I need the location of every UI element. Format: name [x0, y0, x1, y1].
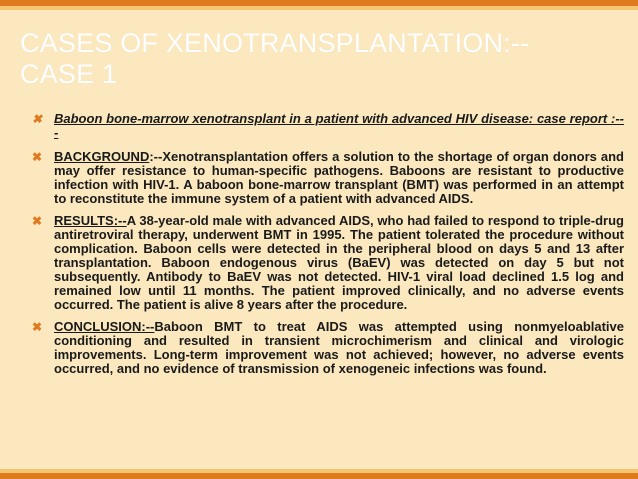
bottom-border-band	[0, 473, 638, 479]
top-border-band-light	[0, 6, 638, 10]
title-text	[20, 28, 529, 90]
list-item-conclusion	[32, 320, 624, 376]
list-item-heading	[32, 112, 624, 140]
background-label: BACKGROUND	[54, 149, 150, 164]
title-line-1: CASES OF XENOTRANSPLANTATION:--	[20, 28, 530, 58]
x-bullet-icon: ✖	[32, 214, 43, 228]
case-heading-text: Baboon bone-marrow xenotransplant in a patient with advanced HIV disease: case report :---	[54, 111, 624, 140]
background-text: :--Xenotransplantation offers a solution to the shortage of organ donors and may offer resistance to human-specific pathogens. Baboons are resistant to productive infection with HIV-1. A baboon bone-marrow transplant (BMT) was performed in an attempt to reconstitute the immune system of a patient with advanced AIDS.	[54, 149, 624, 206]
slide-body	[32, 112, 624, 384]
x-bullet-icon: ✖	[32, 320, 43, 334]
list-item-background	[32, 150, 624, 206]
conclusion-text: Baboon BMT to treat AIDS was attempted using nonmyeloablative conditioning and resulted in transient microchimerism and clinical and virologic improvements. Long-term improvement was not achieved; however, no adverse events occurred, and no evidence of transmission of xenogeneic infections was found.	[54, 319, 624, 376]
title-line-2: CASE 1	[20, 59, 118, 89]
results-text: A 38-year-old male with advanced AIDS, who had failed to respond to triple-drug antiretroviral therapy, underwent BMT in 1995. The patient tolerated the procedure without complication. Baboon cells were detected in the peripheral blood on days 5 and 13 after transplantation. Baboon endogenous virus (BaEV) was detected on day 5 but not subsequently. Antibody to BaEV was not detected. HIV-1 viral load declined 1.5 log and remained low until 11 months. The patient improved clinically, and no adverse events occurred. The patient is alive 8 years after the procedure.	[54, 213, 624, 312]
results-label: RESULTS:--	[54, 213, 127, 228]
slide-title	[20, 28, 620, 118]
conclusion-label: CONCLUSION:--	[54, 319, 155, 334]
x-bullet-icon: ✖	[32, 112, 43, 126]
list-item-results	[32, 214, 624, 312]
x-bullet-icon: ✖	[32, 150, 43, 164]
